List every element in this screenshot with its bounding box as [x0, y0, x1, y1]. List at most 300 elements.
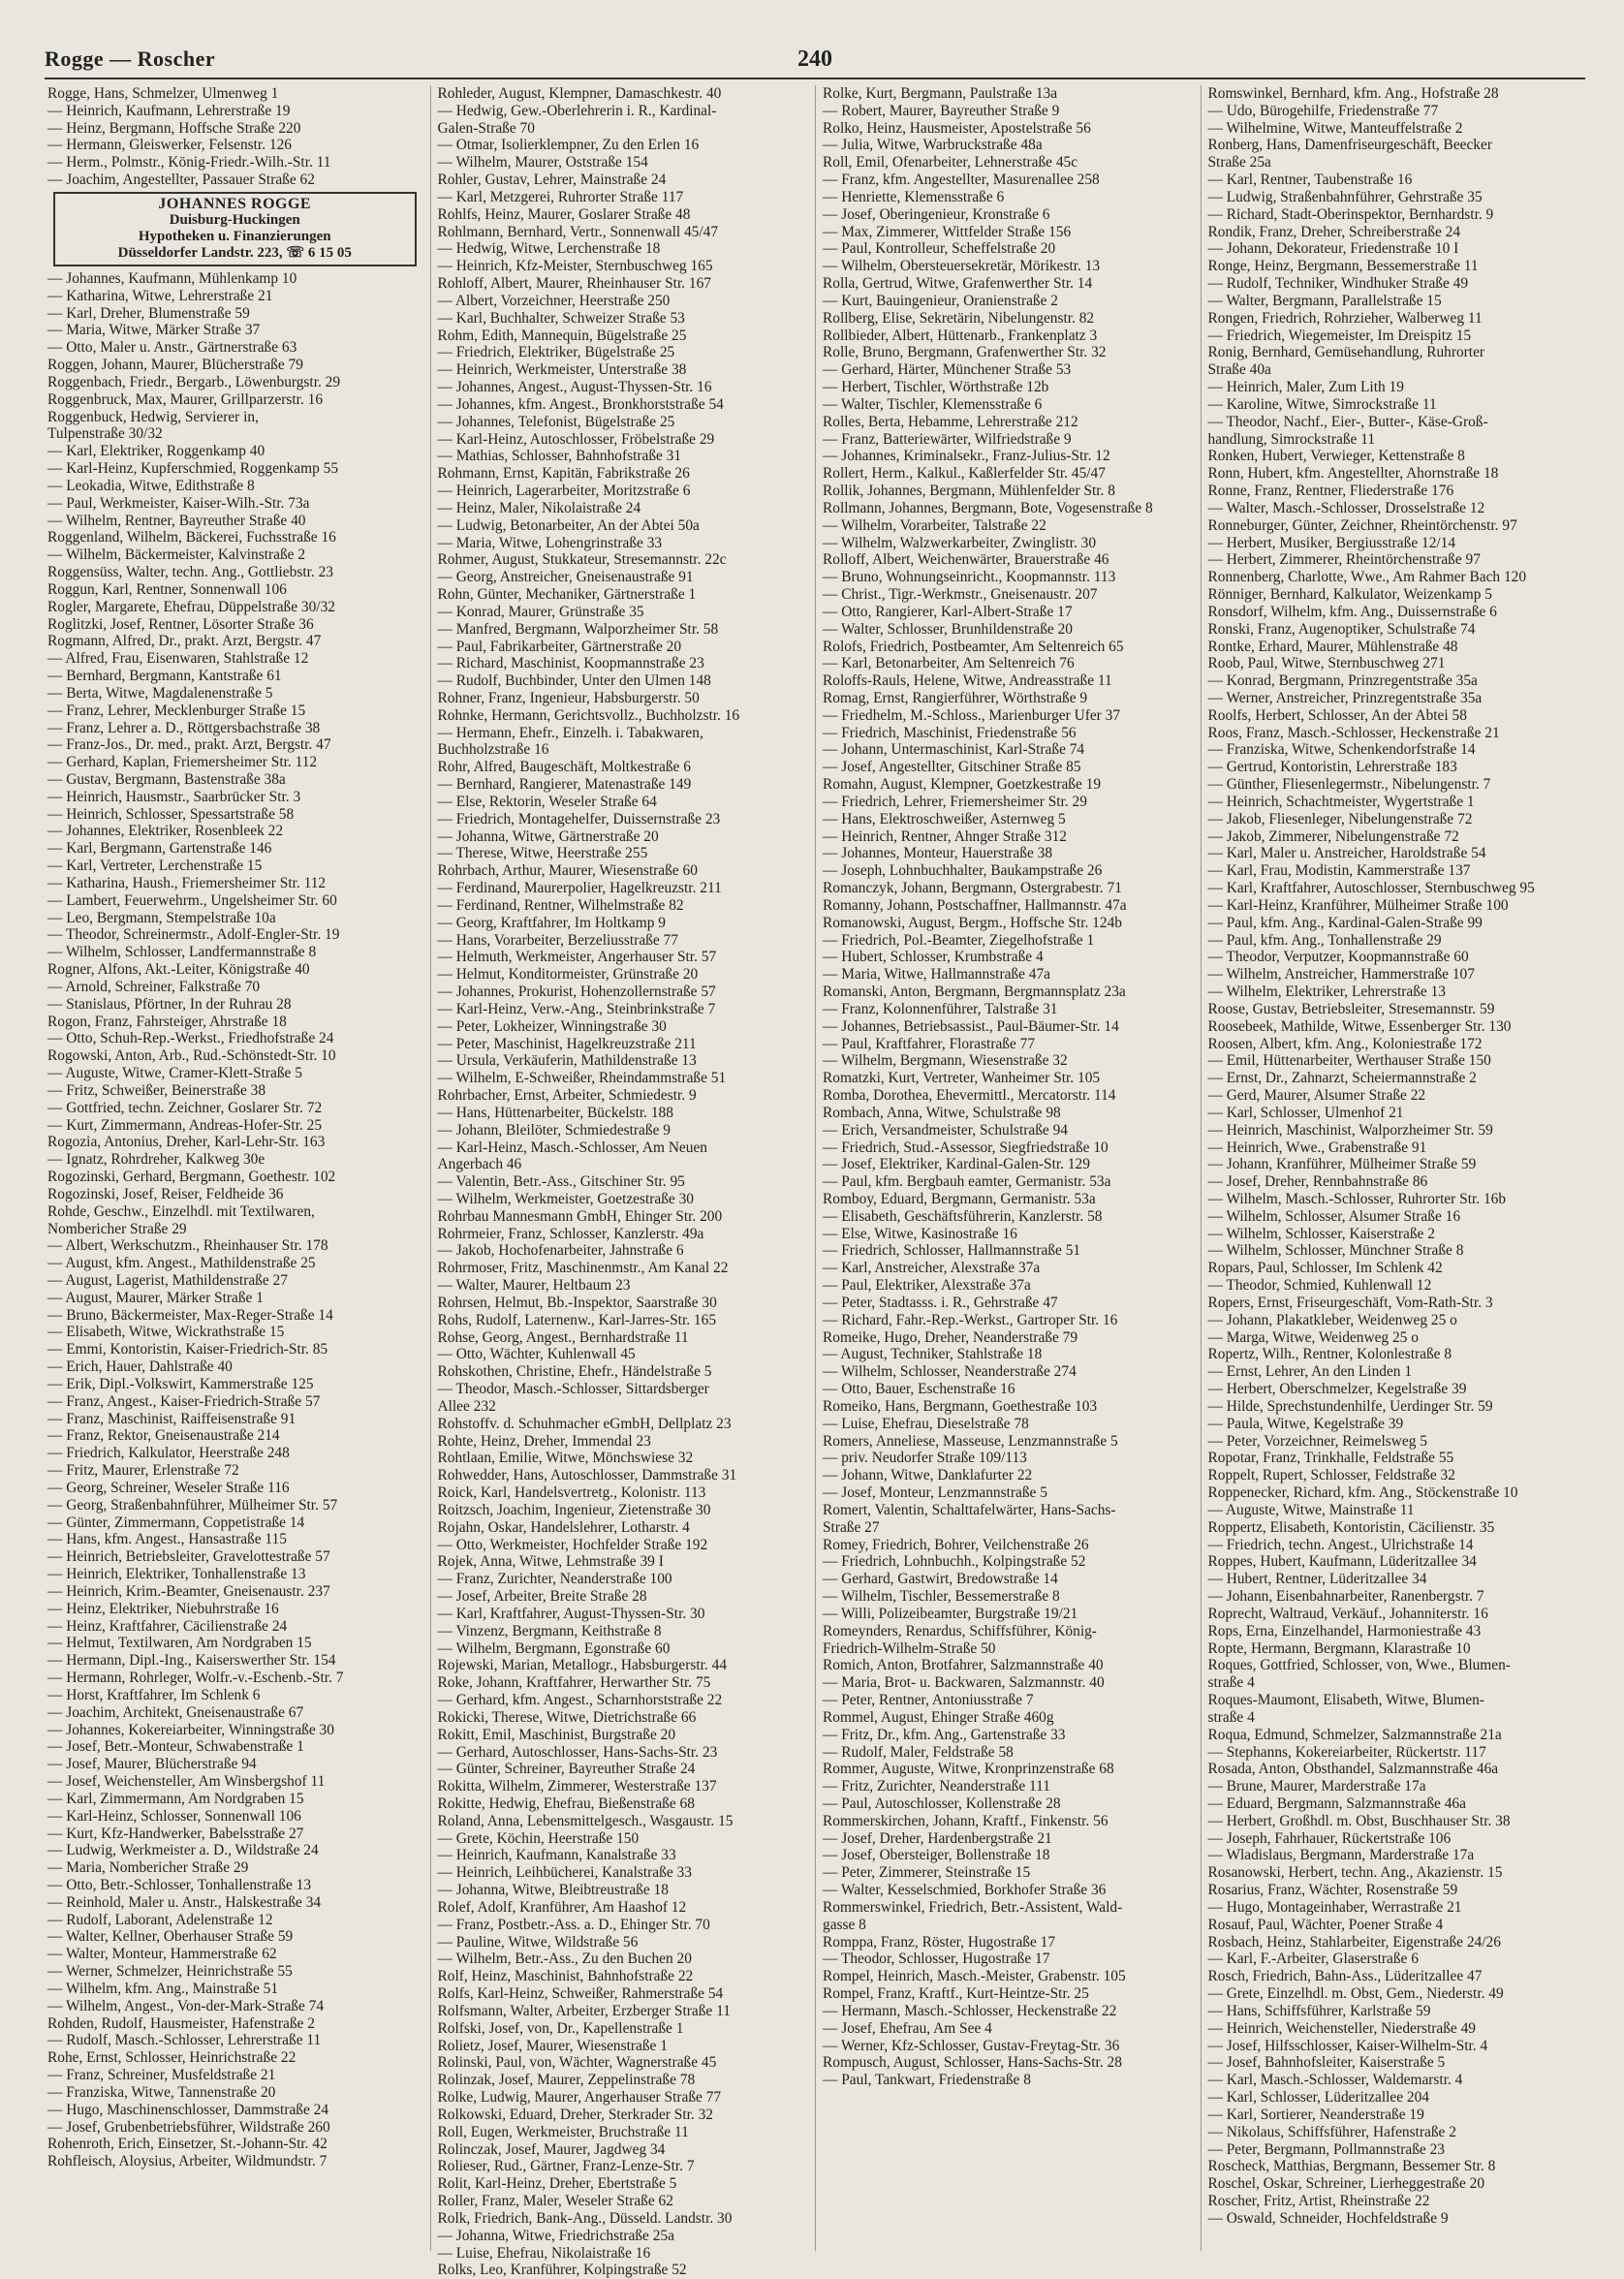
directory-entry: — Josef, Oberingenieur, Kronstraße 6 [823, 205, 1050, 223]
directory-entry: Rollik, Johannes, Bergmann, Mühlenfelder Str. 8 [823, 483, 1115, 500]
directory-entry: Rokitte, Hedwig, Ehefrau, Bießenstraße 68 [437, 1795, 695, 1812]
directory-entry: — Werner, Anstreicher, Prinzregentstraße 35a [1207, 689, 1483, 706]
directory-entry: — Heinrich, Werkmeister, Unterstraße 38 [437, 361, 687, 379]
directory-entry: — Josef, Dreher, Hardenbergstraße 21 [823, 1829, 1052, 1847]
directory-entry: — Otto, Bauer, Eschenstraße 16 [823, 1381, 1015, 1398]
directory-entry: Romeynders, Renardus, Schiffsführer, König- [823, 1622, 1097, 1639]
directory-entry: Ronnenberg, Charlotte, Wwe., Am Rahmer Bach 120 [1207, 569, 1527, 586]
directory-entry: — Johannes, Elektriker, Rosenbleek 22 [47, 823, 284, 840]
directory-entry: — Paul, kfm. Bergbauh eamter, Germanistr. 53a [823, 1173, 1111, 1191]
directory-entry: — Karl, Kraftfahrer, August-Thyssen-Str. 30 [437, 1605, 705, 1622]
directory-entry: Ropertz, Wilh., Rentner, Kolonlestraße 8 [1207, 1346, 1452, 1363]
directory-entry: Galen-Straße 70 [437, 119, 535, 137]
directory-entry: Friedrich-Wilhelm-Straße 50 [823, 1639, 996, 1657]
directory-entry: — Werner, Schmelzer, Heinrichstraße 55 [47, 1963, 293, 1981]
directory-entry: — Karl-Heinz, Verw.-Ang., Steinbrinkstraße 7 [437, 1000, 716, 1017]
directory-entry: Roosen, Albert, kfm. Ang., Koloniestraße 172 [1207, 1035, 1483, 1052]
directory-entry: — Franz, Zurichter, Neanderstraße 100 [437, 1571, 672, 1588]
directory-entry: — Hilde, Sprechstundenhilfe, Uerdinger Str. 59 [1207, 1397, 1493, 1415]
directory-entry: — Herbert, Tischler, Wörthstraße 12b [823, 379, 1049, 396]
directory-entry: Rombach, Anna, Witwe, Schulstraße 98 [823, 1104, 1061, 1121]
directory-entry: — Karl, Frau, Modistin, Kammerstraße 137 [1207, 862, 1471, 880]
header-rule [45, 78, 1585, 79]
directory-entry: — Franz, Angest., Kaiser-Friedrich-Straße 57 [47, 1392, 321, 1410]
directory-entry: — Heinrich, Kaufmann, Kanalstraße 33 [437, 1847, 676, 1864]
directory-entry: — Josef, Betr.-Monteur, Schwabenstraße 1 [47, 1738, 304, 1756]
directory-entry: — Karl, Anstreicher, Alexstraße 37a [823, 1260, 1041, 1277]
directory-entry: — Werner, Kfz-Schlosser, Gustav-Freytag-Str. 36 [823, 2037, 1120, 2054]
directory-entry: — Paul, kfm. Ang., Kardinal-Galen-Straße 99 [1207, 914, 1483, 931]
directory-entry: — Robert, Maurer, Bayreuther Straße 9 [823, 102, 1060, 119]
directory-entry: — Heinrich, Krim.-Beamter, Gneisenaustr. 237 [47, 1582, 330, 1600]
directory-entry: — Wilhelmine, Witwe, Manteuffelstraße 2 [1207, 119, 1463, 137]
directory-entry: — Hans, Hüttenarbeiter, Bückelstr. 188 [437, 1104, 673, 1121]
directory-entry: — Josef, Obersteiger, Bollenstraße 18 [823, 1847, 1050, 1864]
directory-entry: — Franz, Batteriewärter, Wilfriedstraße 9 [823, 430, 1072, 448]
directory-entry: — Karoline, Witwe, Simrockstraße 11 [1207, 395, 1437, 413]
directory-entry: — Karl, Elektriker, Roggenkamp 40 [47, 443, 265, 460]
directory-entry: — Johannes, Telefonist, Bügelstraße 25 [437, 413, 675, 430]
directory-entry: — Jakob, Fliesenleger, Nibelungenstraße 72 [1207, 810, 1473, 827]
directory-entry: — Marga, Witwe, Weidenweg 25 o [1207, 1328, 1419, 1346]
directory-entry: — Rudolf, Laborant, Adelenstraße 12 [47, 1911, 273, 1928]
directory-entry: — Karl, Kraftfahrer, Autoschlosser, Sternbuschweg 95 [1207, 880, 1535, 897]
directory-entry: — Nikolaus, Schiffsführer, Hafenstraße 2 [1207, 2123, 1456, 2140]
directory-entry: — Grete, Köchin, Heerstraße 150 [437, 1829, 640, 1847]
directory-entry: Ronski, Franz, Augenoptiker, Schulstraße 74 [1207, 620, 1476, 638]
directory-entry: Straße 25a [1207, 154, 1271, 172]
directory-entry: Rogge, Hans, Schmelzer, Ulmenweg 1 [47, 85, 279, 102]
directory-entry: Roloffs-Rauls, Helene, Witwe, Andreasstraße 11 [823, 672, 1112, 690]
directory-entry: Buchholzstraße 16 [437, 741, 549, 759]
directory-entry: — Georg, Kraftfahrer, Im Holtkamp 9 [437, 914, 666, 931]
directory-entry: — Ludwig, Betonarbeiter, An der Abtei 50a [437, 516, 700, 534]
directory-entry: — Karl, Betonarbeiter, Am Seltenreich 76 [823, 655, 1075, 672]
directory-entry: Ronsdorf, Wilhelm, kfm. Ang., Duissernstraße 6 [1207, 603, 1497, 620]
directory-entry: Ronken, Hubert, Verwieger, Kettenstraße 8 [1207, 448, 1465, 465]
directory-entry: — Wilhelm, Maurer, Oststraße 154 [437, 154, 648, 172]
directory-entry: — Richard, Fahr.-Rep.-Werkst., Gartroper Str. 16 [823, 1311, 1118, 1328]
directory-entry: Rohenroth, Erich, Einsetzer, St.-Johann-Str. 42 [47, 2136, 328, 2153]
directory-entry: — Therese, Witwe, Heerstraße 255 [437, 845, 648, 862]
directory-entry: Rolfski, Josef, von, Dr., Kapellenstraße 1 [437, 2019, 684, 2037]
directory-entry: Rohse, Georg, Angest., Bernhardstraße 11 [437, 1328, 689, 1346]
directory-entry: — Walter, Maurer, Heltbaum 23 [437, 1277, 631, 1295]
directory-entry: Rolit, Karl-Heinz, Dreher, Ebertstraße 5 [437, 2175, 677, 2193]
directory-entry: Rokitta, Wilhelm, Zimmerer, Westerstraße 137 [437, 1778, 717, 1795]
ad-address: Düsseldorfer Landstr. 223, ☏ 6 15 05 [117, 244, 352, 261]
directory-entry: handlung, Simrockstraße 11 [1207, 430, 1376, 448]
directory-entry: Rompusch, August, Schlosser, Hans-Sachs-Str. 28 [823, 2054, 1122, 2072]
directory-entry: — Wilhelm, Elektriker, Lehrerstraße 13 [1207, 983, 1446, 1001]
directory-entry: Rohrbau Mannesmann GmbH, Ehinger Str. 200 [437, 1207, 723, 1225]
directory-entry: — Hermann, Ehefr., Einzelh. i. Tabakwaren, [437, 724, 703, 741]
directory-entry: — Peter, Stadtasss. i. R., Gehrstraße 47 [823, 1294, 1058, 1311]
directory-entry: Rohmann, Ernst, Kapitän, Fabrikstraße 26 [437, 465, 690, 483]
directory-entry: — Theodor, Schreinermstr., Adolf-Engler-Str. 19 [47, 926, 340, 944]
directory-entry: — Paul, kfm. Ang., Tonhallenstraße 29 [1207, 931, 1442, 949]
directory-entry: Rogozia, Antonius, Dreher, Karl-Lehr-Str. 163 [47, 1134, 326, 1151]
directory-entry: Straße 27 [823, 1518, 880, 1536]
directory-entry: Rohskothen, Christine, Ehefr., Händelstraße 5 [437, 1363, 712, 1381]
directory-entry: — Johann, Plakatkleber, Weidenweg 25 o [1207, 1311, 1457, 1328]
directory-entry: — Hubert, Schlosser, Krumbstraße 4 [823, 949, 1044, 966]
directory-entry: — Wilhelm, Schlosser, Kaiserstraße 2 [1207, 1225, 1435, 1242]
directory-entry: — Bernhard, Rangierer, Matenastraße 149 [437, 776, 692, 794]
directory-entry: Rogozinski, Gerhard, Bergmann, Goethestr. 102 [47, 1169, 336, 1186]
directory-entry: — Maria, Witwe, Lohengrinstraße 33 [437, 534, 663, 551]
directory-entry: — Valentin, Betr.-Ass., Gitschiner Str. 95 [437, 1173, 685, 1191]
directory-entry: — Oswald, Schneider, Hochfeldstraße 9 [1207, 2209, 1449, 2227]
directory-entry: Roques, Gottfried, Schlosser, von, Wwe., Blumen- [1207, 1657, 1511, 1674]
directory-entry: — Hermann, Gleiswerker, Felsenstr. 126 [47, 137, 292, 154]
directory-entry: Roscheck, Matthias, Bergmann, Bessemer Str. 8 [1207, 2158, 1496, 2175]
directory-entry: — Helmut, Textilwaren, Am Nordgraben 15 [47, 1635, 312, 1652]
directory-entry: — Theodor, Masch.-Schlosser, Sittardsberger [437, 1381, 709, 1398]
directory-entry: Rohrbacher, Ernst, Arbeiter, Schmiedestr. 9 [437, 1087, 697, 1105]
directory-entry: Rolkowski, Eduard, Dreher, Sterkrader Str. 32 [437, 2106, 713, 2123]
directory-entry: — Willi, Polizeibeamter, Burgstraße 19/21 [823, 1605, 1078, 1622]
directory-entry: — Walter, Tischler, Klemensstraße 6 [823, 395, 1043, 413]
directory-entry: — Fritz, Zurichter, Neanderstraße 111 [823, 1778, 1050, 1795]
directory-entry: — Alfred, Frau, Eisenwaren, Stahlstraße 12 [47, 650, 309, 668]
directory-entry: — Wilhelm, Werkmeister, Goetzestraße 30 [437, 1191, 695, 1207]
directory-entry: — Johann, Bleilöter, Schmiedestraße 9 [437, 1121, 671, 1139]
directory-entry: Rohlfs, Heinz, Maurer, Goslarer Straße 48 [437, 205, 691, 223]
directory-entry: Roqua, Edmund, Schmelzer, Salzmannstraße 21a [1207, 1726, 1502, 1743]
directory-entry: — Katharina, Witwe, Lehrerstraße 21 [47, 287, 273, 304]
directory-entry: — Günther, Fliesenlegermstr., Nibelungenstr. 7 [1207, 776, 1491, 794]
directory-entry: Rolfs, Karl-Heinz, Schweißer, Rahmerstraße 54 [437, 1985, 724, 2003]
directory-entry: — Otto, Rangierer, Karl-Albert-Straße 17 [823, 603, 1073, 620]
directory-entry: Rosanowski, Herbert, techn. Ang., Akazienstr. 15 [1207, 1864, 1503, 1882]
ad-name: JOHANNES ROGGE [158, 195, 312, 212]
directory-entry: — Walter, Schlosser, Brunhildenstraße 20 [823, 620, 1073, 638]
directory-entry: — Johann, Untermaschinist, Karl-Straße 74 [823, 741, 1085, 759]
directory-entry: — Hugo, Montageinhaber, Werrastraße 21 [1207, 1898, 1462, 1916]
directory-entry: — Heinrich, Schlosser, Spessartstraße 58 [47, 805, 295, 823]
directory-entry: Romswinkel, Bernhard, kfm. Ang., Hofstraße 28 [1207, 85, 1499, 102]
directory-entry: Roob, Paul, Witwe, Sternbuschweg 271 [1207, 655, 1446, 672]
directory-entry: — Gustav, Bergmann, Bastenstraße 38a [47, 770, 286, 788]
directory-entry: Rolks, Leo, Kranführer, Kolpingstraße 52 [437, 2262, 687, 2279]
directory-entry: — Gerhard, Kaplan, Friemersheimer Str. 112 [47, 754, 318, 771]
directory-entry: — Karl, Dreher, Blumenstraße 59 [47, 304, 250, 322]
directory-entry: Rollert, Herm., Kalkul., Kaßlerfelder Str. 45/47 [823, 465, 1106, 483]
directory-entry: — Rudolf, Buchbinder, Unter den Ulmen 148 [437, 672, 711, 690]
directory-entry: — Friedrich, Wiegemeister, Im Dreispitz 15 [1207, 327, 1472, 344]
directory-entry: — Ignatz, Rohrdreher, Kalkweg 30e [47, 1151, 265, 1169]
directory-entry: Rontke, Erhard, Maurer, Mühlenstraße 48 [1207, 638, 1458, 655]
directory-entry: — Maria, Witwe, Hallmannstraße 47a [823, 966, 1051, 983]
directory-entry: Rolinski, Paul, von, Wächter, Wagnerstraße 45 [437, 2054, 717, 2072]
directory-entry: Romag, Ernst, Rangierführer, Wörthstraße 9 [823, 689, 1088, 706]
directory-entry: — Hubert, Rentner, Lüderitzallee 34 [1207, 1571, 1427, 1588]
directory-entry: — Karl, Vertreter, Lerchenstraße 15 [47, 858, 263, 875]
directory-entry: — Mathias, Schlosser, Bahnhofstraße 31 [437, 448, 682, 465]
column-3 [815, 85, 1201, 2251]
directory-entry: — Udo, Bürogehilfe, Friedenstraße 77 [1207, 102, 1439, 119]
directory-entry: Ronge, Heinz, Bergmann, Bessemerstraße 11 [1207, 258, 1479, 275]
directory-entry: — Bernhard, Bergmann, Kantstraße 61 [47, 668, 282, 685]
directory-entry: Rollbieder, Albert, Hüttenarb., Frankenplatz 3 [823, 327, 1098, 344]
directory-entry: Rogner, Alfons, Akt.-Leiter, Königstraße 40 [47, 961, 310, 979]
directory-entry: Roscher, Fritz, Artist, Rheinstraße 22 [1207, 2193, 1430, 2210]
directory-entry: — Walter, Masch.-Schlosser, Drosselstraße 12 [1207, 499, 1485, 516]
directory-entry: — Gerhard, Gastwirt, Bredowstraße 14 [823, 1571, 1058, 1588]
directory-entry: — Hans, Schiffsführer, Karlstraße 59 [1207, 2002, 1431, 2019]
directory-entry: Roll, Emil, Ofenarbeiter, Lehnerstraße 45c [823, 154, 1078, 172]
directory-entry: — Karl, Metzgerei, Ruhrorter Straße 117 [437, 188, 684, 205]
directory-entry: Rohstoffv. d. Schuhmacher eGmbH, Dellplatz 23 [437, 1415, 732, 1432]
directory-entry: — Johanna, Witwe, Friedrichstraße 25a [437, 2227, 674, 2244]
directory-entry: Romanny, Johann, Postschaffner, Hallmannstr. 47a [823, 896, 1127, 914]
directory-entry: — Manfred, Bergmann, Walporzheimer Str. 58 [437, 620, 719, 638]
directory-entry: — Emil, Hüttenarbeiter, Werthauser Straße 150 [1207, 1052, 1491, 1070]
directory-entry: — Joseph, Fahrhauer, Rückertstraße 106 [1207, 1829, 1452, 1847]
directory-entry: — Franz, Rektor, Gneisenaustraße 214 [47, 1427, 280, 1445]
directory-entry: Ropte, Hermann, Bergmann, Klarastraße 10 [1207, 1639, 1471, 1657]
directory-entry: — Maria, Nombericher Straße 29 [47, 1859, 249, 1877]
directory-entry: — Theodor, Verputzer, Koopmannstraße 60 [1207, 949, 1469, 966]
directory-entry: — Grete, Einzelhdl. m. Obst, Gem., Niederstr. 49 [1207, 1985, 1504, 2003]
directory-entry: Roggenbruck, Max, Maurer, Grillparzerstr. 16 [47, 390, 324, 408]
directory-entry: Ronneburger, Günter, Zeichner, Rheintörchenstr. 97 [1207, 516, 1517, 534]
directory-entry: — Heinrich, Rentner, Ahnger Straße 312 [823, 827, 1067, 845]
directory-entry: Romppa, Franz, Röster, Hugostraße 17 [823, 1933, 1056, 1951]
directory-entry: — Wilhelm, Walzwerkarbeiter, Zwinglistr. 30 [823, 534, 1097, 551]
directory-entry: Straße 40a [1207, 361, 1271, 379]
directory-entry: — Kurt, Bauingenieur, Oranienstraße 2 [823, 292, 1058, 309]
directory-entry: Roschel, Oskar, Schreiner, Lierheggestraße 20 [1207, 2175, 1485, 2193]
directory-entry: Roppenecker, Richard, kfm. Ang., Stöckenstraße 10 [1207, 1484, 1518, 1502]
directory-entry: — Friedrich, Lohnbuchh., Kolpingstraße 52 [823, 1553, 1086, 1571]
directory-entry: — Fritz, Maurer, Erlenstraße 72 [47, 1462, 239, 1480]
directory-entry: — Maria, Brot- u. Backwaren, Salzmannstr. 40 [823, 1674, 1105, 1692]
directory-entry: — Rudolf, Masch.-Schlosser, Lehrerstraße 11 [47, 2032, 322, 2049]
directory-entry: — Heinrich, Hausmstr., Saarbrücker Str. 3 [47, 788, 301, 805]
directory-entry: — Josef, Maurer, Blücherstraße 94 [47, 1756, 257, 1773]
directory-entry: — Josef, Dreher, Rennbahnstraße 86 [1207, 1173, 1428, 1191]
directory-entry: — Heinz, Elektriker, Niebuhrstraße 16 [47, 1600, 279, 1617]
directory-entry: — Bruno, Bäckermeister, Max-Reger-Straße 14 [47, 1306, 333, 1324]
directory-entry: Romich, Anton, Brotfahrer, Salzmannstraße 40 [823, 1657, 1104, 1674]
directory-entry: — Hermann, Dipl.-Ing., Kaiserswerther Str. 154 [47, 1652, 336, 1670]
directory-entry: — Wilhelm, Schlosser, Münchner Straße 8 [1207, 1242, 1464, 1260]
directory-entry: — Wilhelm, Bäckermeister, Kalvinstraße 2 [47, 546, 306, 564]
directory-entry: — Karl, Maler u. Anstreicher, Haroldstraße 54 [1207, 845, 1486, 862]
directory-entry: Rohrbach, Arthur, Maurer, Wiesenstraße 60 [437, 862, 698, 880]
directory-entry: — Kurt, Zimmermann, Andreas-Hofer-Str. 25 [47, 1116, 323, 1134]
directory-entry: Roller, Franz, Maler, Weseler Straße 62 [437, 2193, 673, 2210]
directory-entry: — Ernst, Dr., Zahnarzt, Scheiermannstraße 2 [1207, 1070, 1477, 1087]
directory-entry: — Albert, Werkschutzm., Rheinhauser Str. 178 [47, 1237, 328, 1255]
directory-entry: Rojek, Anna, Witwe, Lehmstraße 39 I [437, 1553, 664, 1571]
directory-entry: — Stanislaus, Pförtner, In der Ruhrau 28 [47, 995, 292, 1013]
directory-entry: Roggenland, Wilhelm, Bäckerei, Fuchsstraße 16 [47, 529, 336, 546]
directory-entry: — Hedwig, Gew.-Oberlehrerin i. R., Kardinal- [437, 102, 717, 119]
directory-entry: — Friedrich, Montagehelfer, Duissernstraße 23 [437, 810, 721, 827]
directory-entry: Rompel, Heinrich, Masch.-Meister, Grabenstr. 105 [823, 1968, 1126, 1985]
directory-entry: Roques-Maumont, Elisabeth, Witwe, Blumen- [1207, 1692, 1484, 1709]
directory-entry: Rohrmeier, Franz, Schlosser, Kanzlerstr. 49a [437, 1225, 704, 1242]
directory-entry: — Elisabeth, Geschäftsführerin, Kanzlerstr. 58 [823, 1207, 1103, 1225]
directory-entry: — Helmut, Konditormeister, Grünstraße 20 [437, 966, 699, 983]
directory-entry: — Paul, Kraftfahrer, Florastraße 77 [823, 1035, 1036, 1052]
directory-entry: Rondik, Franz, Dreher, Schreiberstraße 24 [1207, 223, 1461, 240]
directory-entry: Roglitzki, Josef, Rentner, Lösorter Straße 36 [47, 615, 314, 633]
directory-entry: Rohrmoser, Fritz, Maschinenmstr., Am Kanal 22 [437, 1260, 729, 1277]
directory-entry: — August, Maurer, Märker Straße 1 [47, 1289, 264, 1306]
directory-entry: — Franz, Maschinist, Raiffeisenstraße 91 [47, 1410, 297, 1427]
directory-entry: — Franz-Jos., Dr. med., prakt. Arzt, Bergstr. 47 [47, 736, 331, 754]
directory-entry: — Franz, Postbetr.-Ass. a. D., Ehinger Str. 70 [437, 1916, 710, 1933]
directory-entry: — Josef, Arbeiter, Breite Straße 28 [437, 1588, 647, 1606]
directory-entry: — Christ., Tigr.-Werkmstr., Gneisenaustr. 207 [823, 586, 1098, 604]
directory-entry: Rokicki, Therese, Witwe, Dietrichstraße 66 [437, 1708, 697, 1726]
directory-entry: Rohe, Ernst, Schlosser, Heinrichstraße 22 [47, 2049, 297, 2067]
directory-entry: — Heinrich, Schachtmeister, Wygertstraße 1 [1207, 793, 1475, 810]
directory-entry: Rosch, Friedrich, Bahn-Ass., Lüderitzallee 47 [1207, 1968, 1483, 1985]
directory-entry: — Heinrich, Maschinist, Walporzheimer Str. 59 [1207, 1121, 1493, 1139]
directory-entry: — Karl, Rentner, Taubenstraße 16 [1207, 172, 1413, 189]
directory-entry: — Friedrich, Kalkulator, Heerstraße 248 [47, 1445, 290, 1462]
directory-entry: — Julia, Witwe, Warbruckstraße 48a [823, 137, 1043, 154]
directory-entry: — Karl-Heinz, Masch.-Schlosser, Am Neuen [437, 1139, 707, 1156]
directory-entry: — Hermann, Masch.-Schlosser, Heckenstraße 22 [823, 2002, 1117, 2019]
directory-entry: Romanowski, August, Bergm., Hoffsche Str. 124b [823, 914, 1122, 931]
directory-entry: — Georg, Schreiner, Weseler Straße 116 [47, 1479, 290, 1496]
directory-entry: — Richard, Maschinist, Koopmannstraße 23 [437, 655, 704, 672]
directory-entry: — Herm., Polmstr., König-Friedr.-Wilh.-Str. 11 [47, 154, 331, 172]
directory-entry: Rolla, Gertrud, Witwe, Grafenwerther Str. 14 [823, 275, 1093, 293]
directory-entry: — Franz, Kolonnenführer, Talstraße 31 [823, 1000, 1058, 1017]
directory-entry: Rohtlaan, Emilie, Witwe, Mönchswiese 32 [437, 1450, 694, 1467]
directory-entry: — Hugo, Maschinenschlosser, Dammstraße 24 [47, 2101, 329, 2118]
directory-entry: — Horst, Kraftfahrer, Im Schlenk 6 [47, 1686, 261, 1703]
directory-entry: — Herbert, Zimmerer, Rheintörchenstraße 97 [1207, 551, 1481, 569]
directory-entry: — Wilhelm, Anstreicher, Hammerstraße 107 [1207, 966, 1475, 983]
directory-entry: — Josef, Grubenbetriebsführer, Wildstraße 260 [47, 2118, 330, 2136]
directory-columns [45, 85, 1585, 2279]
directory-entry: — Gerhard, Härter, Münchener Straße 53 [823, 361, 1072, 379]
directory-entry: — Karl, Bergmann, Gartenstraße 146 [47, 840, 272, 858]
directory-entry: — Kurt, Kfz-Handwerker, Babelsstraße 27 [47, 1825, 304, 1842]
column-2 [430, 85, 816, 2279]
directory-entry: — Brune, Maurer, Marderstraße 17a [1207, 1778, 1426, 1795]
directory-entry: — Maria, Witwe, Märker Straße 37 [47, 322, 261, 339]
directory-entry: Roke, Johann, Kraftfahrer, Herwarther Str. 75 [437, 1674, 711, 1692]
directory-entry: Nombericher Straße 29 [47, 1220, 187, 1237]
directory-entry: Ronberg, Hans, Damenfriseurgeschäft, Beecker [1207, 137, 1492, 154]
directory-entry: — Paul, Elektriker, Alexstraße 37a [823, 1277, 1031, 1295]
directory-entry: — Karl, F.-Arbeiter, Glaserstraße 6 [1207, 1951, 1419, 1968]
directory-entry: Allee 232 [437, 1397, 496, 1415]
directory-entry: — Karl, Schlosser, Lüderitzallee 204 [1207, 2089, 1429, 2107]
directory-entry: Roolfs, Herbert, Schlosser, An der Abtei 58 [1207, 706, 1467, 724]
directory-entry: — Fritz, Schweißer, Beinerstraße 38 [47, 1081, 266, 1099]
directory-entry: — Joachim, Angestellter, Passauer Straße 62 [47, 172, 315, 189]
directory-entry: Romba, Dorothea, Ehevermittl., Mercatorstr. 114 [823, 1087, 1116, 1105]
advertisement-box [53, 192, 417, 266]
directory-entry: — Günter, Schreiner, Bayreuther Straße 24 [437, 1761, 696, 1778]
directory-entry: — Max, Zimmerer, Wittfelder Straße 156 [823, 223, 1072, 240]
directory-entry: — Joseph, Lohnbuchhalter, Baukampstraße 26 [823, 862, 1103, 880]
directory-entry: — Josef, Ehefrau, Am See 4 [823, 2019, 992, 2037]
directory-entry: Rompel, Franz, Kraftf., Kurt-Heintze-Str. 25 [823, 1985, 1089, 2003]
directory-entry: Rogozinski, Josef, Reiser, Feldheide 36 [47, 1185, 284, 1202]
directory-entry: straße 4 [1207, 1708, 1255, 1726]
directory-entry: — Franz, kfm. Angestellter, Masurenallee 258 [823, 172, 1100, 189]
directory-entry: — Johannes, Kriminalsekr., Franz-Julius-Str. 12 [823, 448, 1110, 465]
directory-entry: — Auguste, Witwe, Mainstraße 11 [1207, 1501, 1415, 1518]
directory-entry: — Berta, Witwe, Magdalenenstraße 5 [47, 684, 273, 702]
directory-entry: — Walter, Bergmann, Parallelstraße 15 [1207, 292, 1442, 309]
directory-entry: Rohnke, Hermann, Gerichtsvollz., Buchholzstr. 16 [437, 706, 740, 724]
directory-entry: — Rudolf, Maler, Feldstraße 58 [823, 1743, 1014, 1761]
directory-entry: — Pauline, Witwe, Wildstraße 56 [437, 1933, 639, 1951]
directory-entry: — Henriette, Klemensstraße 6 [823, 188, 1005, 205]
directory-entry: — Wilhelm, Obersteuersekretär, Mörikestr. 13 [823, 258, 1101, 275]
directory-entry: — Else, Rektorin, Weseler Straße 64 [437, 793, 657, 810]
directory-entry: Roose, Gustav, Betriebsleiter, Stresemannstr. 59 [1207, 1000, 1495, 1017]
directory-entry: — Josef, Angestellter, Gitschiner Straße 85 [823, 759, 1081, 776]
directory-entry: — Heinrich, Leihbücherei, Kanalstraße 33 [437, 1864, 692, 1882]
directory-entry: — Peter, Maschinist, Hagelkreuzstraße 211 [437, 1035, 697, 1052]
directory-entry: — Georg, Straßenbahnführer, Mülheimer Str. 57 [47, 1496, 338, 1514]
directory-entry: — Peter, Rentner, Antoniusstraße 7 [823, 1692, 1034, 1709]
directory-entry: Rolef, Adolf, Kranführer, Am Haashof 12 [437, 1898, 687, 1916]
directory-entry: — Arnold, Schreiner, Falkstraße 70 [47, 978, 261, 995]
directory-entry: — Johannes, Prokurist, Hohenzollernstraße 57 [437, 983, 716, 1001]
directory-entry: gasse 8 [823, 1916, 866, 1933]
directory-entry: Rohleder, August, Klempner, Damaschkestr. 40 [437, 85, 722, 102]
directory-entry: — Friedrich, Lehrer, Friemersheimer Str. 29 [823, 793, 1087, 810]
directory-entry: Angerbach 46 [437, 1156, 522, 1173]
directory-entry: — August, Lagerist, Mathildenstraße 27 [47, 1272, 288, 1289]
directory-entry: Rohm, Edith, Mannequin, Bügelstraße 25 [437, 327, 687, 344]
directory-entry: — Hans, Vorarbeiter, Berzeliusstraße 77 [437, 931, 678, 949]
directory-entry: — Otto, Werkmeister, Hochfelder Straße 192 [437, 1536, 708, 1553]
directory-entry: Tulpenstraße 30/32 [47, 425, 163, 443]
directory-entry: Rolk, Friedrich, Bank-Ang., Düsseld. Landstr. 30 [437, 2209, 733, 2227]
directory-entry: Romers, Anneliese, Masseuse, Lenzmannstraße 5 [823, 1432, 1118, 1450]
directory-entry: — August, kfm. Angest., Mathildenstraße 25 [47, 1255, 316, 1272]
directory-entry: Rohler, Gustav, Lehrer, Mainstraße 24 [437, 172, 667, 189]
directory-entry: — Wilhelm, Angest., Von-der-Mark-Straße 74 [47, 1997, 325, 2014]
directory-entry: — Karl, Buchhalter, Schweizer Straße 53 [437, 309, 685, 327]
directory-entry: — Josef, Bahnhofsleiter, Kaiserstraße 5 [1207, 2054, 1446, 2072]
directory-entry: — priv. Neudorfer Straße 109/113 [823, 1450, 1027, 1467]
directory-entry: Roitzsch, Joachim, Ingenieur, Zietenstraße 30 [437, 1501, 711, 1518]
directory-entry: — Katharina, Haush., Friemersheimer Str. 112 [47, 874, 327, 891]
directory-entry: — Eduard, Bergmann, Salzmannstraße 46a [1207, 1795, 1466, 1812]
column-1-top [47, 85, 424, 189]
directory-entry: Rokitt, Emil, Maschinist, Burgstraße 20 [437, 1726, 676, 1743]
directory-entry: — Friedrich, Pol.-Beamter, Ziegelhofstraße 1 [823, 931, 1095, 949]
directory-entry: Rohner, Franz, Ingenieur, Habsburgerstr. 50 [437, 689, 700, 706]
directory-entry: Roggun, Karl, Rentner, Sonnenwall 106 [47, 580, 287, 598]
directory-entry: — Peter, Zimmerer, Steinstraße 15 [823, 1864, 1031, 1882]
directory-entry: Ropers, Ernst, Friseurgeschäft, Vom-Rath-Str. 3 [1207, 1294, 1493, 1311]
column-1-bottom [47, 270, 424, 2170]
directory-entry: — Johannes, kfm. Angest., Bronkhorststraße 54 [437, 395, 724, 413]
directory-entry: — Johann, Witwe, Danklafurter 22 [823, 1467, 1033, 1484]
directory-entry: — Otto, Maler u. Anstr., Gärtnerstraße 63 [47, 339, 297, 357]
directory-entry: — Ferdinand, Maurerpolier, Hagelkreuzstr. 211 [437, 880, 722, 897]
directory-entry: — Paul, Werkmeister, Kaiser-Wilh.-Str. 73a [47, 494, 310, 512]
directory-entry: Rommerswinkel, Friedrich, Betr.-Assistent, Wald- [823, 1898, 1123, 1916]
